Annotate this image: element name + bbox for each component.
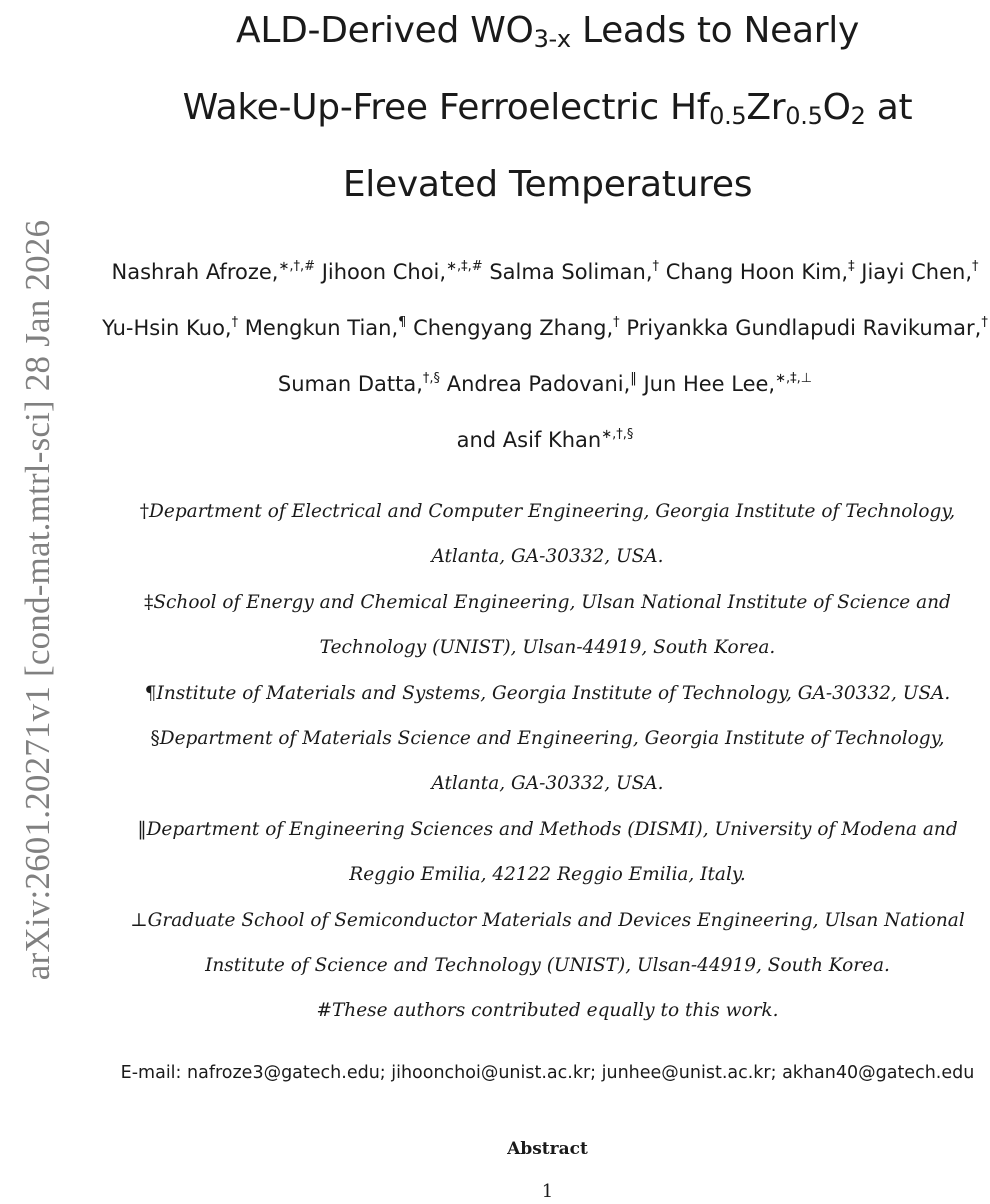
- affiliation-line: [100, 807, 990, 852]
- author-affiliation-marks: ∗,‡,#: [446, 259, 483, 274]
- affiliation-mark: ⊥: [130, 909, 148, 931]
- affiliation-mark: ‖: [137, 818, 147, 840]
- author-affiliation-marks: †: [981, 315, 988, 330]
- author-affiliation-marks: ¶: [398, 315, 407, 330]
- affiliation-text: Institute of Materials and Systems, Georgia Institute of Technology, GA-30332, USA.: [156, 682, 951, 704]
- title-subscript: 0.5: [709, 102, 747, 130]
- author-affiliation-marks: ∗,†,#: [278, 259, 316, 274]
- author-name: Salma Soliman,: [489, 260, 653, 284]
- title-subscript: 2: [850, 102, 866, 130]
- title-subscript: 0.5: [785, 102, 823, 130]
- affiliation-mark: ‡: [144, 591, 154, 613]
- author-name: Andrea Padovani,: [446, 372, 631, 396]
- author-affiliation-marks: ∗,†,§: [601, 427, 634, 442]
- author-line: [100, 244, 990, 300]
- affiliation-line: Technology (UNIST), Ulsan-44919, South Korea.: [319, 637, 776, 659]
- title-text: ALD-Derived WO: [236, 10, 534, 51]
- affiliation-mark: †: [139, 501, 150, 522]
- affiliation-line: [100, 716, 990, 761]
- affiliation-text: These authors contributed equally to this work.: [331, 1000, 779, 1022]
- title-subscript: 3-x: [533, 25, 571, 53]
- author-name: and Asif Khan: [456, 428, 602, 452]
- affiliation-text: Department of Electrical and Computer Engineering, Georgia Institute of Technology,: [149, 501, 956, 522]
- author-affiliation-marks: ‖: [630, 371, 637, 386]
- author-affiliation-marks: †: [972, 259, 979, 274]
- affiliation-mark: #: [316, 1000, 332, 1022]
- paper-title: [100, 0, 990, 223]
- author-line: [100, 412, 990, 468]
- affiliation-line: [100, 988, 990, 1033]
- title-text: Leads to Nearly: [570, 10, 859, 51]
- affiliation-text: Department of Materials Science and Engineering, Georgia Institute of Technology,: [159, 728, 945, 750]
- title-line: [100, 69, 990, 146]
- title-line: [100, 0, 990, 69]
- author-name: Jiayi Chen,: [861, 260, 972, 284]
- affiliation-line: Reggio Emilia, 42122 Reggio Emilia, Italy.: [349, 864, 746, 886]
- author-name: Chengyang Zhang,: [413, 316, 614, 340]
- author-name: Priyankka Gundlapudi Ravikumar,: [626, 316, 982, 340]
- author-list: [100, 244, 990, 468]
- affiliation-line: Atlanta, GA-30332, USA.: [431, 546, 664, 568]
- title-text: Zr: [746, 87, 786, 128]
- abstract-heading: Abstract: [507, 1139, 588, 1159]
- author-affiliation-marks: †: [652, 259, 660, 274]
- affiliation-list: [100, 489, 990, 1034]
- affiliation-text: Graduate School of Semiconductor Materials and Devices Engineering, Ulsan National: [147, 909, 965, 931]
- author-name: Chang Hoon Kim,: [665, 260, 849, 284]
- author-name: Jihoon Choi,: [321, 260, 447, 284]
- author-affiliation-marks: †,§: [422, 371, 441, 386]
- affiliation-text: School of Energy and Chemical Engineering, Ulsan National Institute of Science and: [153, 591, 951, 613]
- title-line: Elevated Temperatures: [342, 164, 753, 205]
- affiliation-line: Atlanta, GA-30332, USA.: [431, 773, 664, 795]
- affiliation-mark: ¶: [144, 682, 157, 704]
- affiliation-line: [100, 489, 990, 534]
- title-text: O: [822, 87, 851, 128]
- author-affiliation-marks: ∗,‡,⊥: [775, 371, 813, 386]
- affiliation-text: Department of Engineering Sciences and Methods (DISMI), University of Modena and: [146, 818, 958, 840]
- affiliation-mark: §: [150, 728, 160, 750]
- author-line: [100, 300, 990, 356]
- arxiv-identifier: arXiv:2601.20271v1 [cond-mat.mtrl-sci] 28 Jan 2026: [18, 219, 57, 981]
- author-affiliation-marks: †: [613, 315, 620, 330]
- author-affiliation-marks: †: [231, 315, 239, 330]
- affiliation-line: [100, 580, 990, 625]
- author-name: Suman Datta,: [277, 372, 423, 396]
- author-affiliation-marks: ‡: [848, 259, 855, 274]
- author-name: Jun Hee Lee,: [643, 372, 776, 396]
- author-name: Yu-Hsin Kuo,: [102, 316, 232, 340]
- author-line: [100, 356, 990, 412]
- affiliation-line: [100, 671, 990, 716]
- title-text: at: [865, 87, 913, 128]
- affiliation-line: Institute of Science and Technology (UNIST), Ulsan-44919, South Korea.: [205, 955, 890, 977]
- affiliation-line: [100, 898, 990, 943]
- email-line: E-mail: nafroze3@gatech.edu; jihoonchoi@unist.ac.kr; junhee@unist.ac.kr; akhan40@gatech.edu: [120, 1063, 975, 1083]
- page-number: 1: [541, 1181, 554, 1202]
- title-text: Wake-Up-Free Ferroelectric Hf: [182, 87, 710, 128]
- author-name: Mengkun Tian,: [244, 316, 399, 340]
- author-name: Nashrah Afroze,: [111, 260, 279, 284]
